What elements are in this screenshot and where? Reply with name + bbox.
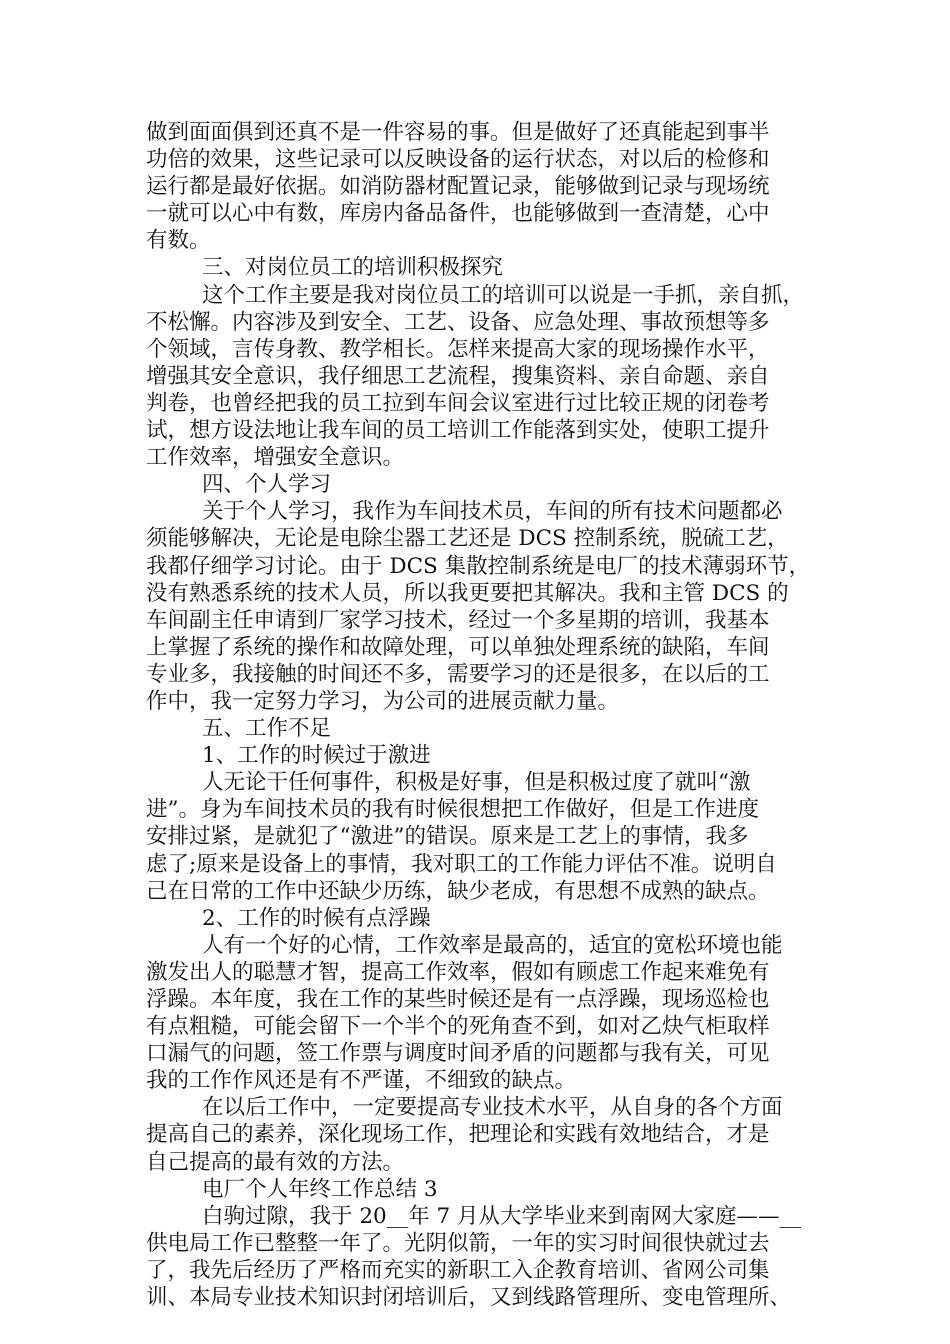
text-line: 训、本局专业技术知识封闭培训后，又到线路管理所、变电管理所、 [146,1285,792,1311]
text-line: 人无论干任何事件，积极是好事，但是积极过度了就叫“激 [202,770,751,796]
text-line: 作中，我一定努力学习，为公司的进展贡献力量。 [146,688,620,714]
text-line: 有点粗糙，可能会留下一个半个的死角查不到，如对乙炔气柜取样 [146,1014,770,1040]
text-line: 有数。 [146,228,211,254]
text-line: 个领域，言传身教、教学相长。怎样来提高大家的现场操作水平， [146,336,770,362]
text-line: 供电局工作已整整一年了。光阴似箭，一年的实习时间很快就过去 [146,1230,770,1256]
text-line: 判卷，也曾经把我的员工拉到车间会议室进行过比较正规的闭卷考 [146,390,770,416]
text-line: 我都仔细学习讨论。由于 DCS 集散控制系统是电厂的技术薄弱环节， [146,553,811,579]
text-line: 做到面面俱到还真不是一件容易的事。但是做好了还真能起到事半 [146,120,770,145]
text-line: 试，想方设法地让我车间的员工培训工作能落到实处，使职工提升 [146,418,770,444]
text-line: 这个工作主要是我对岗位员工的培训可以说是一手抓，亲自抓， [202,282,805,308]
text-line: 激发出人的聪慧才智，提高工作效率，假如有顾虑工作起来难免有 [146,959,770,985]
text-line: 口漏气的问题，签工作票与调度时间矛盾的问题都与我有关，可见 [146,1041,770,1067]
text-line: 运行都是最好依据。如消防器材配置记录，能够做到记录与现场统 [146,174,770,200]
text-line: 2、工作的时候有点浮躁 [202,905,431,931]
text-line: 五、工作不足 [202,716,332,742]
text-line: 自己提高的最有效的方法。 [146,1149,405,1175]
text-line: 三、对岗位员工的培训积极探究 [202,255,504,281]
text-line: 一就可以心中有数，库房内备品备件，也能够做到一查清楚，心中 [146,201,770,227]
text-line: 虑了;原来是设备上的事情，我对职工的工作能力评估不准。说明自 [146,851,777,877]
text-line: 我的工作作风还是有不严谨，不细致的缺点。 [146,1068,577,1094]
text-line: 不松懈。内容涉及到安全、工艺、设备、应急处理、事故预想等多 [146,309,770,335]
text-line: 白驹过隙，我于 20__年 7 月从大学毕业来到南网大家庭——__ [202,1203,802,1229]
text-line: 电厂个人年终工作总结 3 [202,1176,438,1202]
text-line: 人有一个好的心情，工作效率是最高的，适宜的宽松环境也能 [202,932,783,958]
text-line: 进”。身为车间技术员的我有时候很想把工作做好，但是工作进度 [146,797,759,823]
text-line: 功倍的效果，这些记录可以反映设备的运行状态，对以后的检修和 [146,147,770,173]
text-line: 1、工作的时候过于激进 [202,743,431,769]
text-line: 上掌握了系统的操作和故障处理，可以单独处理系统的缺陷，车间 [146,634,770,660]
text-line: 在以后工作中，一定要提高专业技术水平，从自身的各个方面 [202,1095,783,1121]
text-line: 须能够解决，无论是电除尘器工艺还是 DCS 控制系统，脱硫工艺， [146,526,789,552]
text-line: 己在日常的工作中还缺少历练，缺少老成，有思想不成熟的缺点。 [146,878,770,904]
text-line: 关于个人学习，我作为车间技术员，车间的所有技术问题都必 [202,499,783,525]
text-line: 没有熟悉系统的技术人员，所以我更要把其解决。我和主管 DCS 的 [146,580,789,606]
text-line: 了，我先后经历了严格而充实的新职工入企教育培训、省网公司集 [146,1257,770,1283]
text-line: 四、个人学习 [202,472,332,498]
text-line: 安排过紧，是就犯了“激进”的错误。原来是工艺上的事情，我多 [146,824,749,850]
text-line: 提高自己的素养，深化现场工作，把理论和实践有效地结合，才是 [146,1122,770,1148]
text-line: 浮躁。本年度，我在工作的某些时候还是有一点浮躁，现场巡检也 [146,987,770,1012]
text-line: 专业多，我接触的时间还不多，需要学习的还是很多，在以后的工 [146,661,770,687]
text-line: 工作效率，增强安全意识。 [146,445,405,471]
text-line: 车间副主任申请到厂家学习技术，经过一个多星期的培训，我基本 [146,607,770,633]
text-line: 增强其安全意识，我仔细思工艺流程，搜集资料、亲自命题、亲自 [146,363,770,389]
document-body [146,119,810,1311]
